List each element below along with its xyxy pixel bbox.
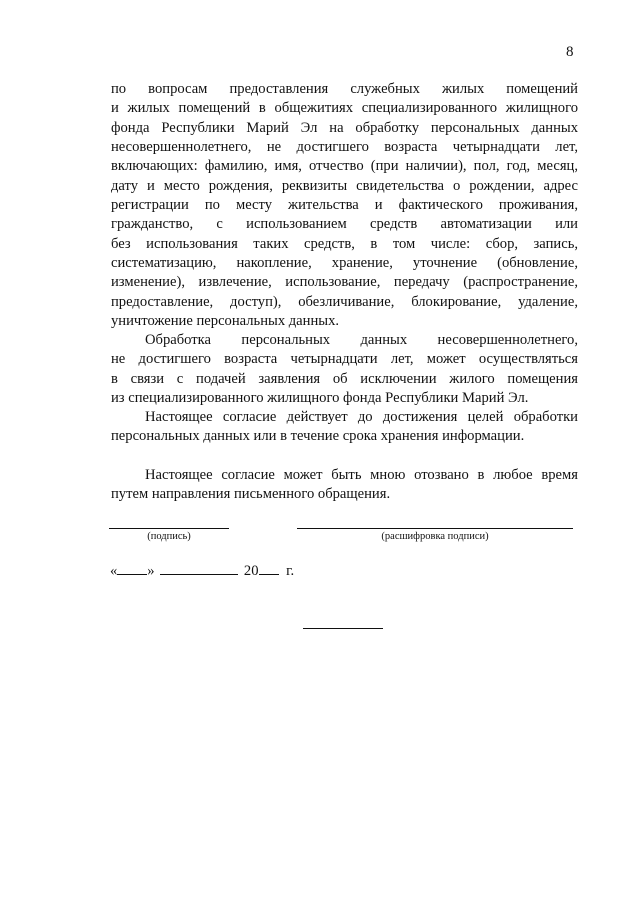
paragraph-consent-duration <box>111 408 578 447</box>
signature-decoding-line <box>297 528 573 529</box>
text-line: несовершеннолетнего, не достигшего возраста четырнадцати лет, <box>111 139 578 156</box>
text-line: без использования таких средств, в том числе: сбор, запись, <box>111 235 578 252</box>
signature-caption: (подпись) <box>147 531 191 542</box>
day-blank <box>117 561 147 575</box>
date-century: 20 <box>243 563 259 579</box>
text-line: Настоящее согласие действует до достижения целей обработки <box>145 409 578 425</box>
paragraph-consent-revocation <box>111 466 578 505</box>
text-line: путем направления письменного обращения. <box>111 486 391 503</box>
date-open-quote: « <box>110 563 118 579</box>
text-line: уничтожение персональных данных. <box>111 313 340 330</box>
text-line: фонда Республики Марий Эл на обработку персональных данных <box>111 119 578 136</box>
text-line: изменение), извлечение, использование, передачу (распространение, <box>111 274 578 291</box>
date-field <box>110 561 294 580</box>
page-number: 8 <box>566 44 574 60</box>
text-line: Обработка персональных данных несовершеннолетнего, <box>145 332 578 348</box>
date-year-suffix: г. <box>286 563 295 579</box>
date-close-quote: » <box>147 563 155 579</box>
signature-decoding-caption: (расшифровка подписи) <box>381 531 489 542</box>
signature-line <box>109 528 229 529</box>
year-blank <box>259 561 279 575</box>
text-line: и жилых помещений в общежитиях специализированного жилищного <box>111 100 578 117</box>
text-line: в связи с подачей заявления об исключении жилого помещения <box>111 370 578 387</box>
text-line: Настоящее согласие может быть мною отозвано в любое время <box>145 467 578 483</box>
end-separator-line <box>303 628 383 629</box>
text-line: по вопросам предоставления служебных жилых помещений <box>111 81 578 97</box>
text-line: систематизацию, накопление, хранение, уточнение (обновление, <box>111 255 578 272</box>
text-line: предоставление, доступ), обезличивание, блокирование, удаление, <box>111 293 578 310</box>
text-line: персональных данных или в течение срока хранения информации. <box>111 428 525 445</box>
text-line: не достигшего возраста четырнадцати лет, может осуществляться <box>111 351 578 368</box>
text-line: из специализированного жилищного фонда Республики Марий Эл. <box>111 390 529 407</box>
text-line: включающих: фамилию, имя, отчество (при наличии), пол, год, месяц, <box>111 158 578 175</box>
paragraph-consent-scope <box>111 80 578 331</box>
paragraph-processing-purpose <box>111 331 578 408</box>
text-line: дату и место рождения, реквизиты свидетельства о рождении, адрес <box>111 177 578 194</box>
text-line: гражданство, с использованием средств автоматизации или <box>111 216 578 233</box>
month-blank <box>160 561 238 575</box>
text-line: регистрации по месту жительства и фактического проживания, <box>111 197 578 214</box>
